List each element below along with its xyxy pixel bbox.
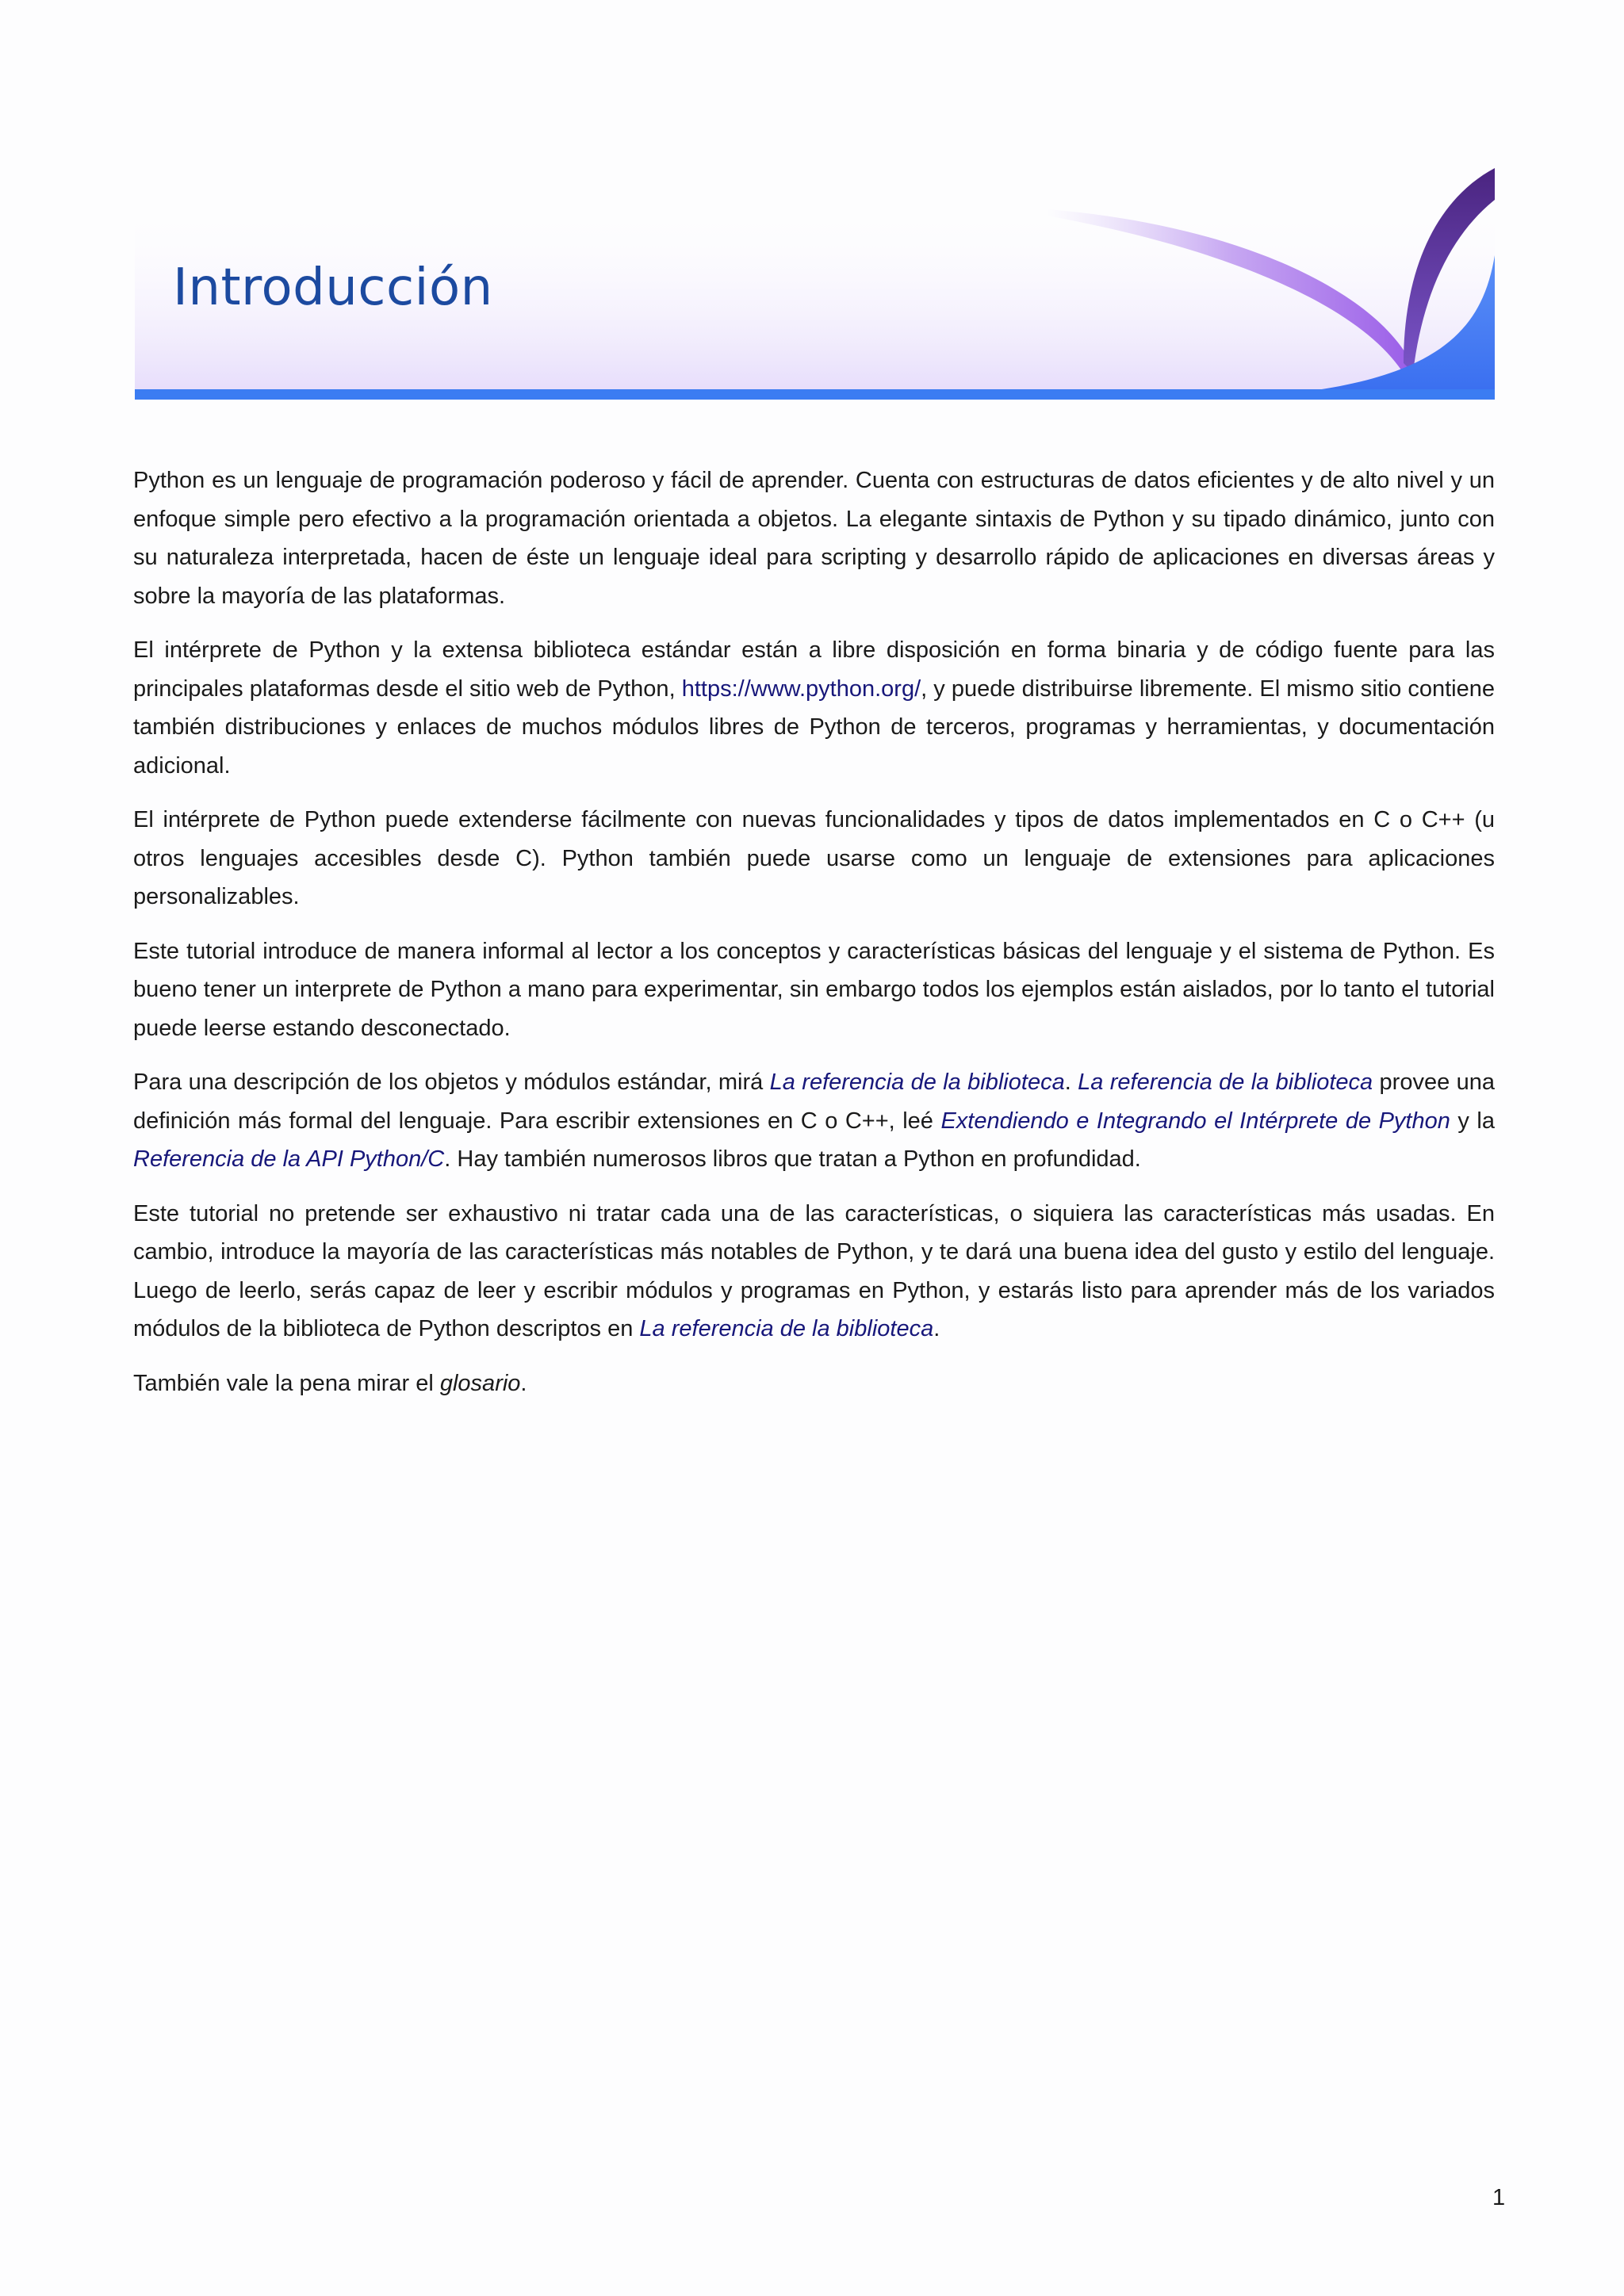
text-span: Para una descripción de los objetos y módulos estándar, mirá — [133, 1070, 770, 1095]
text-span: y la — [1450, 1108, 1496, 1134]
paragraph-tutorial-scope: Este tutorial introduce de manera informal al lector a los conceptos y características básicas del lenguaje y el sistema de Python. Es bueno tener un interprete de Python a mano para experimentar, sin embargo todos los ejemplos están aislados, por lo tanto el tutorial puede leerse estando desconectado. — [133, 938, 1495, 1041]
paragraph-distribution — [133, 631, 1495, 785]
page-title: Introducción — [173, 258, 493, 317]
paragraph-intro: Python es un lenguaje de programación poderoso y fácil de aprender. Cuenta con estructuras de datos eficientes y de alto nivel y un enfoque simple pero efectivo a la programación orientada a objetos. La elegante sintaxis de Python y su tipado dinámico, junto con su naturaleza interpretada, hacen de éste un lenguaje ideal para scripting y desarrollo rápido de aplicaciones en diversas áreas y sobre la mayoría de las plataformas. — [133, 468, 1495, 609]
glossary-term[interactable]: glosario — [439, 1370, 521, 1396]
python-org-link[interactable]: https://www.python.org/ — [681, 675, 921, 702]
paragraph-references — [133, 1063, 1495, 1179]
header-banner — [135, 168, 1495, 400]
extending-embedding-link[interactable]: Extendiendo e Integrando el Intérprete de Python — [940, 1108, 1450, 1134]
text-span: . — [933, 1316, 940, 1341]
paragraph-extensions: El intérprete de Python puede extenderse fácilmente con nuevas funcionalidades y tipos de datos implementados en C o C++ (u otros lenguajes accesibles desde C). Python también puede usarse como un lenguaje de extensiones para aplicaciones personalizables. — [133, 807, 1495, 909]
text-span: . — [520, 1370, 527, 1396]
library-reference-link-3[interactable]: La referencia de la biblioteca — [639, 1316, 934, 1341]
library-reference-link-2[interactable]: La referencia de la biblioteca — [1078, 1070, 1373, 1095]
text-span: El intérprete de Python y la extensa biblioteca estándar están a libre disposición en forma binaria y de código fuente para las principales plataformas desde el sitio web de Python, — [133, 637, 1495, 702]
c-api-reference-link[interactable]: Referencia de la API Python/C — [133, 1146, 445, 1172]
library-reference-link[interactable]: La referencia de la biblioteca — [769, 1070, 1065, 1095]
text-span: provee una definición más formal del lenguaje. Para escribir extensiones en C o C++, leé — [133, 1070, 1495, 1134]
text-span: Este tutorial no pretende ser exhaustivo ni tratar cada una de las características, o siquiera las características más usadas. En cambio, introduce la mayoría de las características más notables de Python, y te dará una buena idea del gusto y estilo del lenguaje. Luego de leerlo, serás capaz de leer y escribir módulos y programas en Python, y estarás listo para aprender más de los variados módulos de la biblioteca de Python descriptos en — [133, 1200, 1495, 1341]
paragraph-glossary — [133, 1364, 1495, 1403]
paragraph-not-exhaustive — [133, 1195, 1495, 1349]
text-span: , y puede distribuirse libremente. El mismo sitio contiene también distribuciones y enlaces de muchos módulos libres de Python de terceros, programas y herramientas, y documentación adicional. — [133, 675, 1495, 779]
page-number: 1 — [1492, 2185, 1506, 2210]
text-span: También vale la pena mirar el — [133, 1370, 440, 1396]
text-span: . Hay también numerosos libros que tratan a Python en profundidad. — [444, 1146, 1141, 1172]
text-span: . — [1064, 1070, 1078, 1095]
document-body — [133, 461, 1495, 1418]
